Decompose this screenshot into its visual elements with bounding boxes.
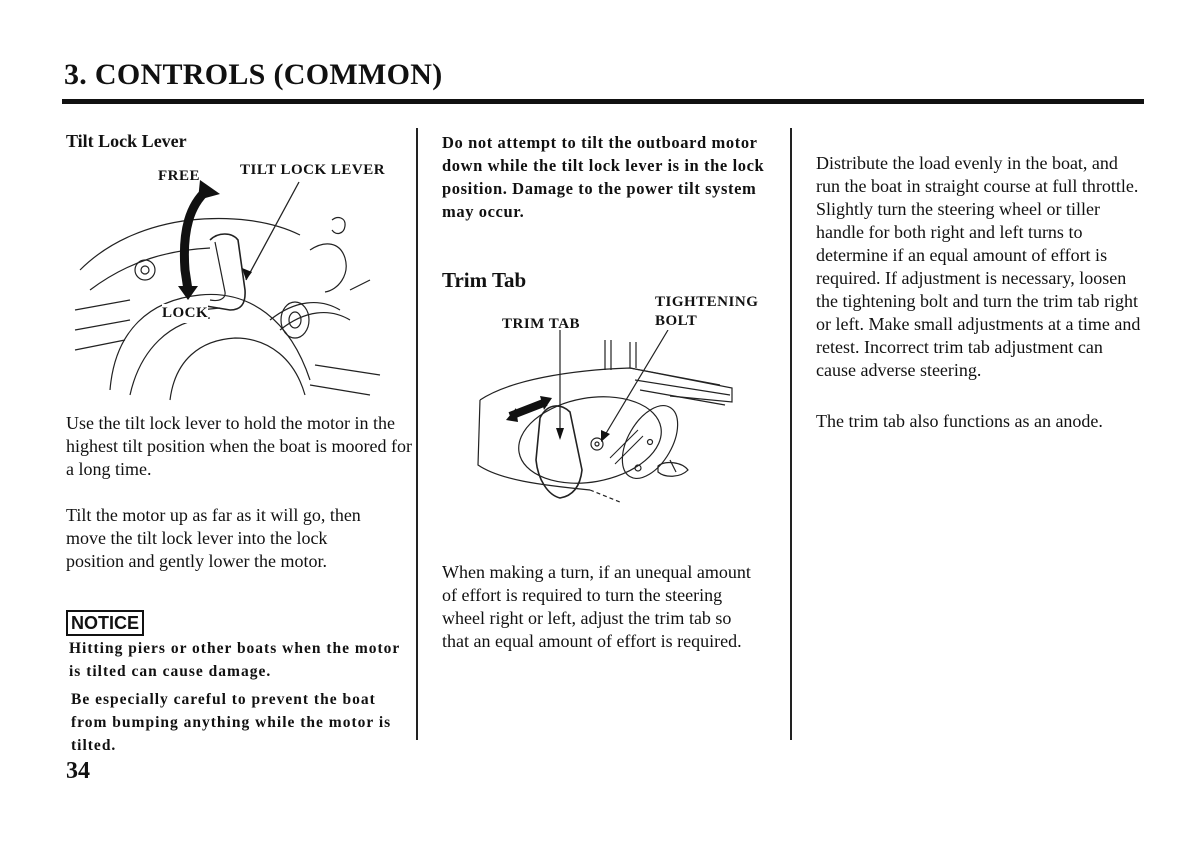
trim-tab-heading: Trim Tab	[442, 268, 527, 292]
trim-tab-paragraph: When making a turn, if an unequal amount of effort is required to turn the steering wheel right or left, adjust the trim tab so that an equal amount of effort is required.	[442, 562, 751, 651]
tilt-lock-paragraph-1: Use the tilt lock lever to hold the motor in the highest tilt position when the boat is moored for a long time.	[66, 413, 412, 479]
page-title: 3. CONTROLS (COMMON)	[64, 58, 443, 91]
label-trim-tab: TRIM TAB	[502, 316, 581, 332]
header-rule	[62, 99, 1144, 104]
label-tightening: TIGHTENING	[655, 294, 759, 310]
tilt-lock-heading: Tilt Lock Lever	[66, 131, 187, 151]
notice-text-2: Be especially careful to prevent the boat from bumping anything while the motor is tilted.	[71, 691, 392, 754]
notice-text-1: Hitting piers or other boats when the motor is tilted can cause damage.	[69, 640, 401, 680]
column-divider-left	[416, 128, 418, 740]
load-instructions-paragraph: Distribute the load evenly in the boat, and run the boat in straight course at full throttle. Slightly turn the steering wheel or tiller handle for both right and left turns to determine if an equal amount of effort is required. If adjustment is necessary, loosen the tightening bolt and turn the trim tab right or left. Make small adjustments at a time and retest. Incorrect trim tab adjustment can cause adverse steering.	[816, 153, 1141, 380]
page-number: 34	[66, 758, 90, 784]
tilt-lock-paragraph-2: Tilt the motor up as far as it will go, then move the tilt lock lever into the lock position and gently lower the motor.	[66, 505, 361, 571]
label-tilt-lock-lever: TILT LOCK LEVER	[240, 162, 386, 178]
trim-tab-illustration	[470, 330, 745, 515]
tilt-lock-illustration	[70, 180, 415, 405]
anode-paragraph: The trim tab also functions as an anode.	[816, 411, 1103, 431]
notice-label: NOTICE	[66, 610, 144, 636]
label-lock: LOCK	[162, 305, 209, 321]
label-bolt: BOLT	[655, 313, 698, 329]
tilt-warning-text: Do not attempt to tilt the outboard motor down while the tilt lock lever is in the lock position. Damage to the power tilt system may occur.	[442, 133, 765, 221]
label-free: FREE	[158, 168, 201, 184]
column-divider-right	[790, 128, 792, 740]
